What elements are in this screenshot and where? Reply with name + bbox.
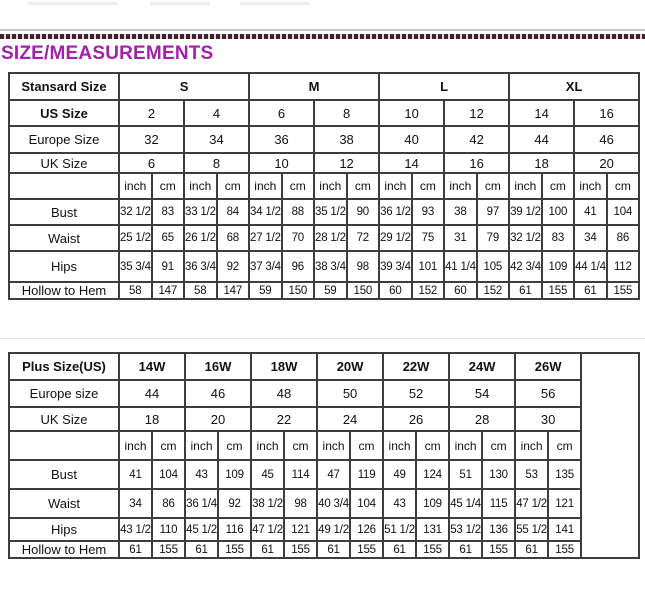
size-value-cell: 12 — [314, 153, 379, 173]
measurement-value-cell: 155 — [416, 541, 449, 558]
measurement-value-cell: 155 — [152, 541, 185, 558]
cropped-text-fragment — [150, 2, 210, 5]
measurement-value-cell: 47 — [317, 460, 350, 489]
size-value-cell: 22 — [251, 407, 317, 431]
measurement-value-cell: 100 — [542, 199, 575, 225]
size-value-cell: 42 — [444, 126, 509, 153]
table-row — [9, 460, 639, 489]
measurement-value-cell: 72 — [347, 225, 380, 251]
measurement-value-cell: 38 3/4 — [314, 251, 347, 282]
measurement-value-cell: 97 — [477, 199, 510, 225]
measurement-value-cell: 141 — [548, 518, 581, 541]
measurement-value-cell: 34 1/2 — [249, 199, 282, 225]
size-value-cell: 20 — [185, 407, 251, 431]
unit-header-cell: inch — [449, 431, 482, 460]
measurement-value-cell: 35 3/4 — [119, 251, 152, 282]
measurement-value-cell: 119 — [350, 460, 383, 489]
measurement-value-cell: 152 — [412, 282, 445, 299]
measurement-value-cell: 92 — [217, 251, 250, 282]
measurement-value-cell: 101 — [412, 251, 445, 282]
size-value-cell: 46 — [574, 126, 639, 153]
measurement-value-cell: 51 — [449, 460, 482, 489]
size-group-header: 20W — [317, 353, 383, 380]
size-value-cell: 38 — [314, 126, 379, 153]
size-group-header: 22W — [383, 353, 449, 380]
corner-header-cell: Stansard Size — [9, 73, 119, 100]
measurement-value-cell: 130 — [482, 460, 515, 489]
table-row — [9, 73, 639, 100]
measurement-value-cell: 61 — [383, 541, 416, 558]
size-group-header: 26W — [515, 353, 581, 380]
measurement-value-cell: 93 — [412, 199, 445, 225]
size-value-cell: 44 — [119, 380, 185, 407]
size-row-label-cell: UK Size — [9, 407, 119, 431]
unit-header-cell: inch — [379, 173, 412, 199]
measurement-value-cell: 79 — [477, 225, 510, 251]
unit-header-cell: inch — [184, 173, 217, 199]
unit-header-cell: inch — [251, 431, 284, 460]
measurement-value-cell: 104 — [350, 489, 383, 518]
measurement-value-cell: 31 — [444, 225, 477, 251]
size-value-cell: 16 — [444, 153, 509, 173]
measurement-label-cell: Bust — [9, 460, 119, 489]
size-group-header: M — [249, 73, 379, 100]
measurement-value-cell: 38 — [444, 199, 477, 225]
measurement-value-cell: 104 — [607, 199, 640, 225]
unit-header-cell: cm — [217, 173, 250, 199]
table-row — [9, 153, 639, 173]
table-row — [9, 407, 639, 431]
measurement-value-cell: 58 — [184, 282, 217, 299]
measurement-value-cell: 36 1/2 — [379, 199, 412, 225]
measurement-value-cell: 96 — [282, 251, 315, 282]
table-row — [9, 380, 639, 407]
table-row — [9, 225, 639, 251]
measurement-value-cell: 34 — [574, 225, 607, 251]
size-value-cell: 46 — [185, 380, 251, 407]
unit-header-cell: inch — [509, 173, 542, 199]
unit-header-cell: inch — [119, 431, 152, 460]
measurement-value-cell: 61 — [119, 541, 152, 558]
measurement-value-cell: 49 — [383, 460, 416, 489]
separator-line-gray — [0, 29, 645, 31]
measurement-value-cell: 109 — [416, 489, 449, 518]
measurement-value-cell: 47 1/2 — [251, 518, 284, 541]
measurement-label-cell: Waist — [9, 489, 119, 518]
measurement-value-cell: 32 1/2 — [119, 199, 152, 225]
size-group-header: 24W — [449, 353, 515, 380]
measurement-value-cell: 150 — [282, 282, 315, 299]
measurement-value-cell: 36 1/4 — [185, 489, 218, 518]
size-value-cell: 10 — [249, 153, 314, 173]
size-value-cell: 34 — [184, 126, 249, 153]
size-value-cell: 54 — [449, 380, 515, 407]
measurement-value-cell: 36 3/4 — [184, 251, 217, 282]
unit-header-cell: cm — [548, 431, 581, 460]
measurement-value-cell: 42 3/4 — [509, 251, 542, 282]
measurement-value-cell: 61 — [515, 541, 548, 558]
unit-header-cell: cm — [416, 431, 449, 460]
measurement-value-cell: 43 — [383, 489, 416, 518]
table-row — [9, 199, 639, 225]
unit-header-cell: cm — [482, 431, 515, 460]
measurement-value-cell: 61 — [574, 282, 607, 299]
measurement-value-cell: 58 — [119, 282, 152, 299]
table-row — [9, 431, 639, 460]
measurement-value-cell: 41 1/4 — [444, 251, 477, 282]
size-row-label-cell: Europe size — [9, 380, 119, 407]
size-group-header: S — [119, 73, 249, 100]
measurement-value-cell: 47 1/2 — [515, 489, 548, 518]
measurement-value-cell: 51 1/2 — [383, 518, 416, 541]
measurement-value-cell: 116 — [218, 518, 251, 541]
measurement-value-cell: 126 — [350, 518, 383, 541]
measurement-value-cell: 84 — [217, 199, 250, 225]
measurement-value-cell: 43 1/2 — [119, 518, 152, 541]
unit-header-cell: cm — [284, 431, 317, 460]
measurement-value-cell: 41 — [119, 460, 152, 489]
table-row — [9, 353, 639, 380]
measurement-value-cell: 45 1/2 — [185, 518, 218, 541]
unit-header-cell: cm — [218, 431, 251, 460]
size-value-cell: 18 — [509, 153, 574, 173]
measurement-value-cell: 135 — [548, 460, 581, 489]
measurement-value-cell: 136 — [482, 518, 515, 541]
unit-header-cell: cm — [152, 173, 185, 199]
measurement-value-cell: 34 — [119, 489, 152, 518]
measurement-value-cell: 104 — [152, 460, 185, 489]
size-value-cell: 6 — [249, 100, 314, 126]
table-row — [9, 518, 639, 541]
measurement-value-cell: 112 — [607, 251, 640, 282]
units-row-label-cell — [9, 431, 119, 460]
measurement-value-cell: 39 1/2 — [509, 199, 542, 225]
measurement-value-cell: 25 1/2 — [119, 225, 152, 251]
measurement-value-cell: 55 1/2 — [515, 518, 548, 541]
measurement-value-cell: 45 — [251, 460, 284, 489]
size-value-cell: 14 — [509, 100, 574, 126]
unit-header-cell: inch — [185, 431, 218, 460]
size-group-header: 16W — [185, 353, 251, 380]
unit-header-cell: cm — [412, 173, 445, 199]
measurement-value-cell: 53 — [515, 460, 548, 489]
standard-size-table — [8, 72, 640, 300]
size-group-header: 18W — [251, 353, 317, 380]
size-value-cell: 18 — [119, 407, 185, 431]
table-row — [9, 100, 639, 126]
measurement-value-cell: 86 — [152, 489, 185, 518]
measurement-value-cell: 26 1/2 — [184, 225, 217, 251]
measurement-label-cell: Hips — [9, 518, 119, 541]
size-value-cell: 20 — [574, 153, 639, 173]
measurement-value-cell: 38 1/2 — [251, 489, 284, 518]
measurement-value-cell: 88 — [282, 199, 315, 225]
measurement-value-cell: 150 — [347, 282, 380, 299]
unit-header-cell: cm — [542, 173, 575, 199]
measurement-value-cell: 68 — [217, 225, 250, 251]
unit-header-cell: inch — [444, 173, 477, 199]
measurement-value-cell: 61 — [317, 541, 350, 558]
size-value-cell: 12 — [444, 100, 509, 126]
measurement-value-cell: 92 — [218, 489, 251, 518]
size-group-header: XL — [509, 73, 639, 100]
measurement-value-cell: 155 — [548, 541, 581, 558]
unit-header-cell: cm — [347, 173, 380, 199]
measurement-value-cell: 147 — [152, 282, 185, 299]
size-value-cell: 52 — [383, 380, 449, 407]
measurement-value-cell: 155 — [542, 282, 575, 299]
size-value-cell: 8 — [184, 153, 249, 173]
size-value-cell: 50 — [317, 380, 383, 407]
measurement-value-cell: 110 — [152, 518, 185, 541]
page-title: SIZE/MEASUREMENTS — [1, 43, 214, 64]
measurement-value-cell: 49 1/2 — [317, 518, 350, 541]
cropped-text-fragment — [240, 2, 310, 5]
size-value-cell: 40 — [379, 126, 444, 153]
unit-header-cell: inch — [314, 173, 347, 199]
measurement-value-cell: 91 — [152, 251, 185, 282]
size-value-cell: 26 — [383, 407, 449, 431]
corner-header-cell: Plus Size(US) — [9, 353, 119, 380]
measurement-value-cell: 124 — [416, 460, 449, 489]
size-group-header: 14W — [119, 353, 185, 380]
measurement-value-cell: 59 — [314, 282, 347, 299]
measurement-value-cell: 39 3/4 — [379, 251, 412, 282]
table-row — [9, 126, 639, 153]
size-value-cell: 14 — [379, 153, 444, 173]
size-value-cell: 6 — [119, 153, 184, 173]
measurement-value-cell: 41 — [574, 199, 607, 225]
size-value-cell: 24 — [317, 407, 383, 431]
measurement-value-cell: 109 — [218, 460, 251, 489]
size-value-cell: 44 — [509, 126, 574, 153]
measurement-value-cell: 29 1/2 — [379, 225, 412, 251]
measurement-value-cell: 155 — [218, 541, 251, 558]
plus-size-table — [8, 352, 640, 559]
measurement-value-cell: 121 — [284, 518, 317, 541]
cropped-text-fragment — [28, 2, 118, 5]
empty-spacer-cell — [581, 353, 639, 558]
size-group-header: L — [379, 73, 509, 100]
measurement-value-cell: 59 — [249, 282, 282, 299]
measurement-value-cell: 105 — [477, 251, 510, 282]
measurement-value-cell: 61 — [449, 541, 482, 558]
measurement-value-cell: 90 — [347, 199, 380, 225]
measurement-value-cell: 61 — [185, 541, 218, 558]
units-row-label-cell — [9, 173, 119, 199]
measurement-value-cell: 115 — [482, 489, 515, 518]
measurement-value-cell: 98 — [284, 489, 317, 518]
measurement-value-cell: 28 1/2 — [314, 225, 347, 251]
measurement-value-cell: 32 1/2 — [509, 225, 542, 251]
size-value-cell: 30 — [515, 407, 581, 431]
measurement-value-cell: 35 1/2 — [314, 199, 347, 225]
measurement-label-cell: Waist — [9, 225, 119, 251]
unit-header-cell: cm — [477, 173, 510, 199]
measurement-label-cell: Hollow to Hem — [9, 541, 119, 558]
measurement-value-cell: 86 — [607, 225, 640, 251]
measurement-value-cell: 114 — [284, 460, 317, 489]
size-value-cell: 10 — [379, 100, 444, 126]
measurement-value-cell: 98 — [347, 251, 380, 282]
measurement-value-cell: 40 3/4 — [317, 489, 350, 518]
separator-line-dashed — [0, 34, 645, 39]
unit-header-cell: cm — [152, 431, 185, 460]
measurement-value-cell: 155 — [284, 541, 317, 558]
size-value-cell: 4 — [184, 100, 249, 126]
unit-header-cell: inch — [119, 173, 152, 199]
measurement-value-cell: 27 1/2 — [249, 225, 282, 251]
unit-header-cell: cm — [282, 173, 315, 199]
measurement-value-cell: 37 3/4 — [249, 251, 282, 282]
size-value-cell: 28 — [449, 407, 515, 431]
measurement-value-cell: 60 — [379, 282, 412, 299]
measurement-value-cell: 75 — [412, 225, 445, 251]
measurement-value-cell: 44 1/4 — [574, 251, 607, 282]
measurement-value-cell: 61 — [509, 282, 542, 299]
measurement-value-cell: 155 — [482, 541, 515, 558]
size-value-cell: 32 — [119, 126, 184, 153]
unit-header-cell: inch — [574, 173, 607, 199]
size-row-label-cell: Europe Size — [9, 126, 119, 153]
unit-header-cell: inch — [515, 431, 548, 460]
size-value-cell: 16 — [574, 100, 639, 126]
measurement-value-cell: 53 1/2 — [449, 518, 482, 541]
table-row — [9, 251, 639, 282]
unit-header-cell: inch — [317, 431, 350, 460]
unit-header-cell: inch — [249, 173, 282, 199]
size-value-cell: 48 — [251, 380, 317, 407]
table-row — [9, 541, 639, 558]
measurement-value-cell: 43 — [185, 460, 218, 489]
size-value-cell: 8 — [314, 100, 379, 126]
unit-header-cell: cm — [607, 173, 640, 199]
measurement-value-cell: 155 — [607, 282, 640, 299]
size-value-cell: 36 — [249, 126, 314, 153]
measurement-value-cell: 109 — [542, 251, 575, 282]
table-row — [9, 173, 639, 199]
size-value-cell: 2 — [119, 100, 184, 126]
size-row-label-cell: UK Size — [9, 153, 119, 173]
size-value-cell: 56 — [515, 380, 581, 407]
measurement-value-cell: 147 — [217, 282, 250, 299]
measurement-value-cell: 65 — [152, 225, 185, 251]
measurement-label-cell: Bust — [9, 199, 119, 225]
table-row — [9, 489, 639, 518]
measurement-value-cell: 33 1/2 — [184, 199, 217, 225]
measurement-label-cell: Hollow to Hem — [9, 282, 119, 299]
measurement-value-cell: 45 1/4 — [449, 489, 482, 518]
measurement-value-cell: 131 — [416, 518, 449, 541]
measurement-value-cell: 83 — [542, 225, 575, 251]
measurement-value-cell: 152 — [477, 282, 510, 299]
measurement-value-cell: 70 — [282, 225, 315, 251]
measurement-value-cell: 83 — [152, 199, 185, 225]
measurement-value-cell: 61 — [251, 541, 284, 558]
size-row-label-cell: US Size — [9, 100, 119, 126]
measurement-label-cell: Hips — [9, 251, 119, 282]
between-tables-separator — [0, 338, 645, 339]
measurement-value-cell: 121 — [548, 489, 581, 518]
unit-header-cell: cm — [350, 431, 383, 460]
table-row — [9, 282, 639, 299]
measurement-value-cell: 155 — [350, 541, 383, 558]
measurement-value-cell: 60 — [444, 282, 477, 299]
unit-header-cell: inch — [383, 431, 416, 460]
